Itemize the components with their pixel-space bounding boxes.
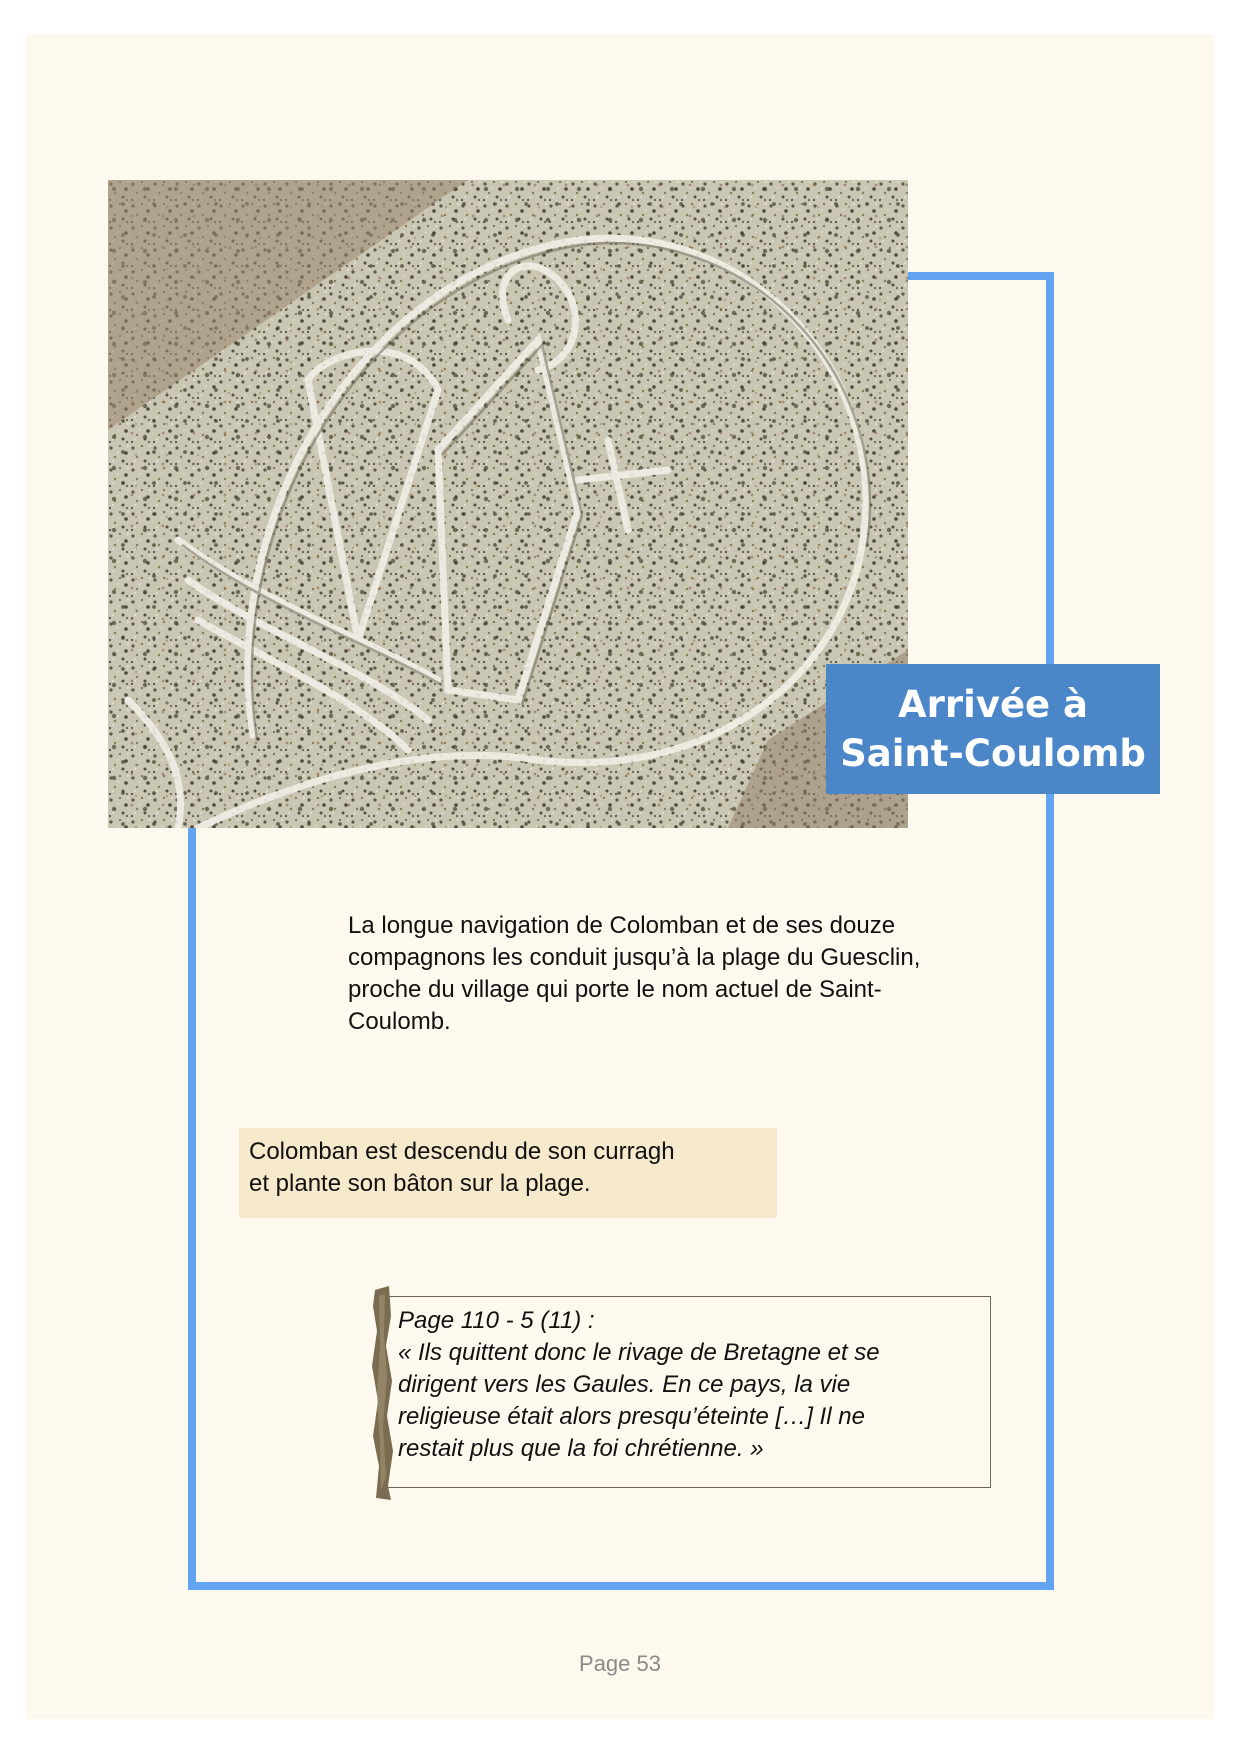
quote-line-3: religieuse était alors presqu’éteinte […] Il ne	[398, 1403, 865, 1430]
quote-line-2: dirigent vers les Gaules. En ce pays, la vie	[398, 1371, 851, 1398]
title-line-1: Arrivée à	[898, 683, 1088, 726]
highlight-line-2: et plante son bâton sur la plage.	[249, 1170, 591, 1197]
quote-text	[398, 1305, 988, 1465]
brush-stroke-icon	[371, 1286, 395, 1500]
section-title	[826, 664, 1160, 794]
quote-reference: Page 110 - 5 (11) :	[398, 1307, 595, 1334]
highlight-box	[239, 1128, 777, 1218]
page-number: Page 53	[579, 1651, 661, 1676]
highlight-line-1: Colomban est descendu de son curragh	[249, 1138, 675, 1165]
quote-line-1: « Ils quittent donc le rivage de Bretagne et se	[398, 1339, 880, 1366]
granite-carving-photo	[108, 180, 908, 828]
quote-line-4: restait plus que la foi chrétienne. »	[398, 1435, 764, 1462]
title-line-2: Saint-Coulomb	[840, 732, 1146, 775]
intro-paragraph: La longue navigation de Colomban et de ses douze compagnons les conduit jusqu’à la plage du Guesclin, proche du village qui porte le nom actuel de Saint-Coulomb.	[348, 912, 921, 1035]
